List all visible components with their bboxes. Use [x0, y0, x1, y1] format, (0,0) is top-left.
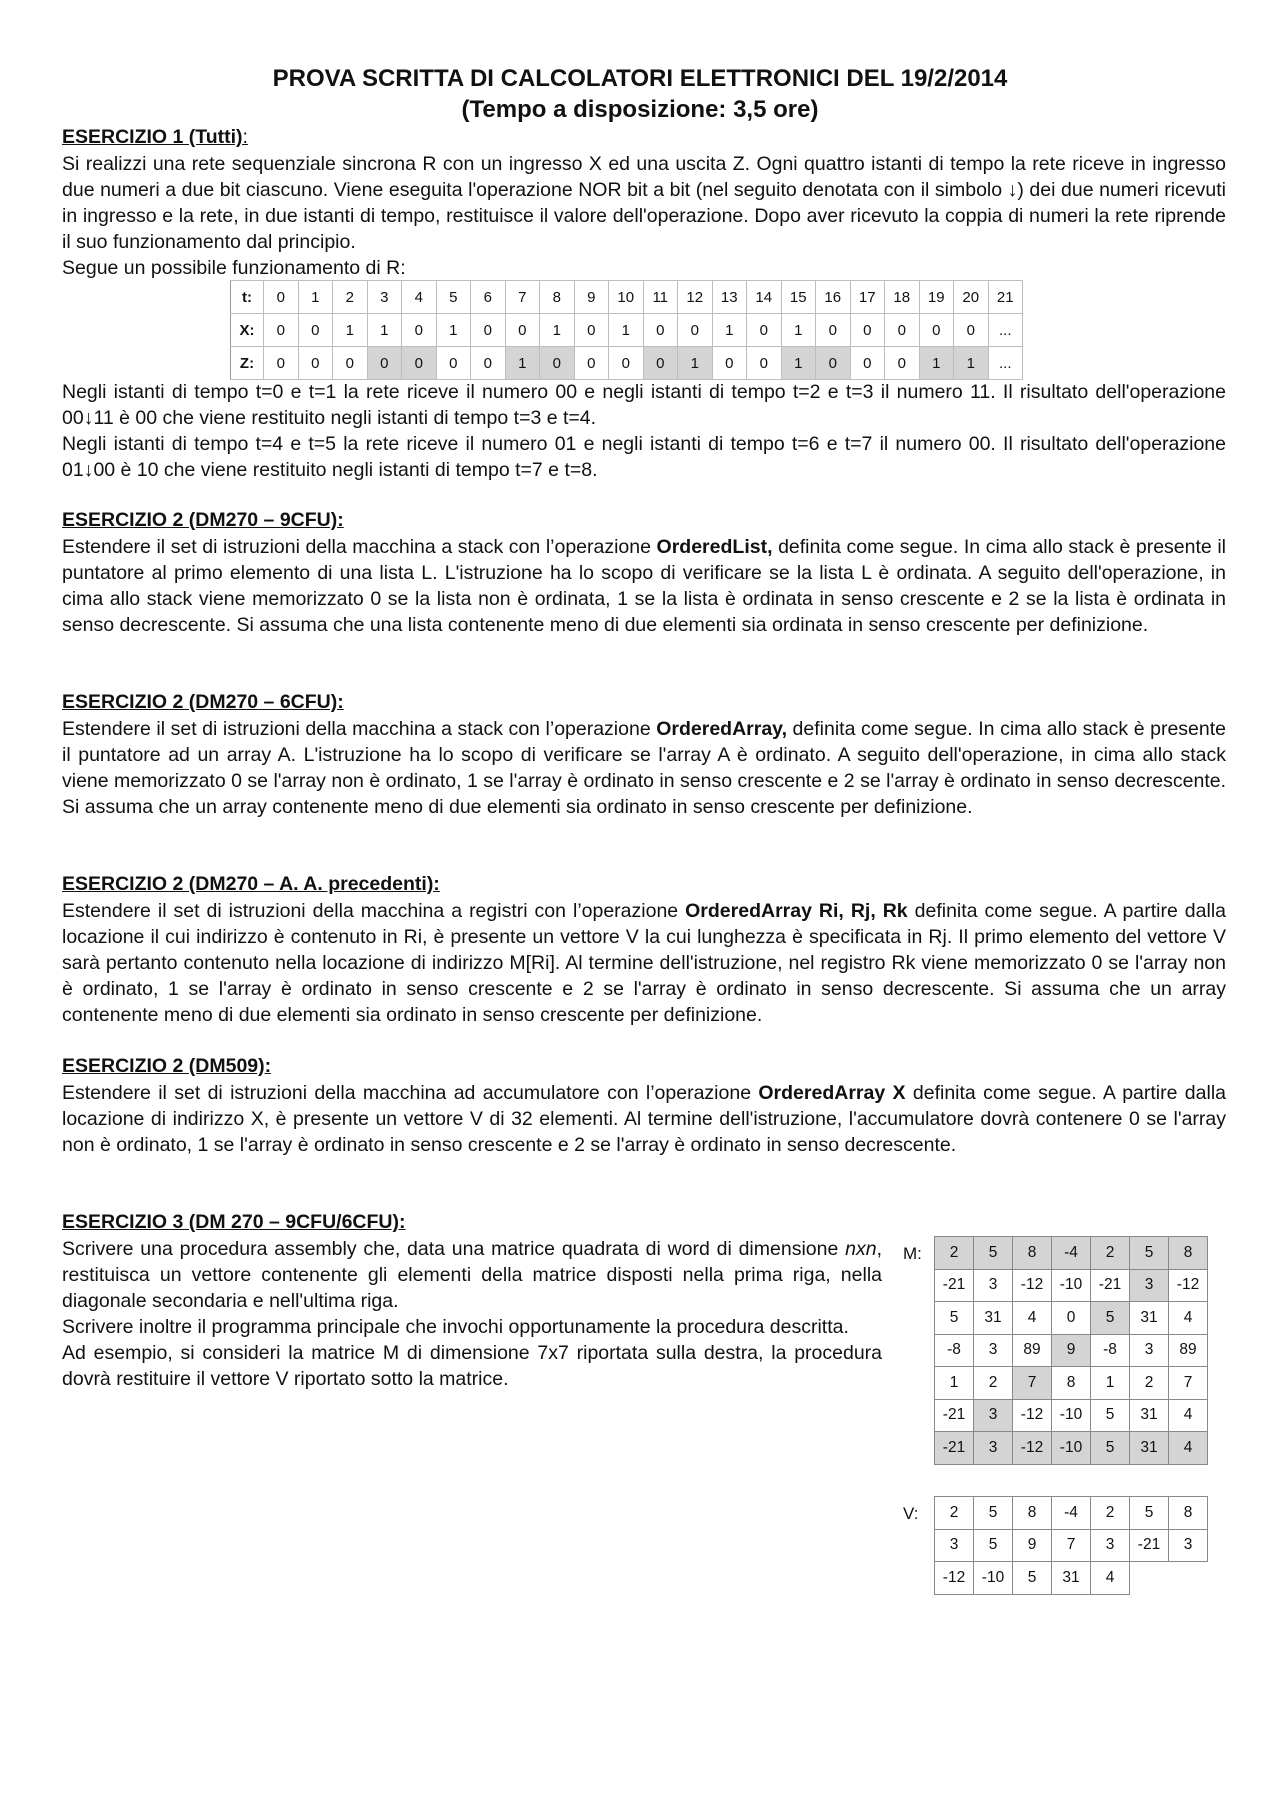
- vector-cell: -4: [1052, 1497, 1091, 1530]
- matrix-cell: 8: [1052, 1367, 1091, 1400]
- timing-cell-t: 17: [850, 281, 885, 314]
- timing-cell-z: 1: [919, 347, 954, 380]
- matrix-cell: 4: [1169, 1399, 1208, 1432]
- matrix-cell: -10: [1052, 1399, 1091, 1432]
- matrix-cell: 2: [935, 1237, 974, 1270]
- timing-cell-z: 1: [954, 347, 989, 380]
- vector-cell: -21: [1130, 1529, 1169, 1562]
- matrix-cell: 5: [1091, 1432, 1130, 1465]
- matrix-cell: 0: [1052, 1302, 1091, 1335]
- timing-cell-x: 1: [609, 314, 644, 347]
- ex2d-heading: ESERCIZIO 2 (DM509):: [62, 1055, 272, 1077]
- timing-cell-z: 0: [264, 347, 299, 380]
- timing-cell-x: 1: [367, 314, 402, 347]
- matrix-cell: 3: [1130, 1269, 1169, 1302]
- ex2c-keyword: OrderedArray Ri, Rj, Rk: [685, 900, 908, 922]
- ex2c-body: Estendere il set di istruzioni della macchina a registri con l’operazione OrderedArray Ri, Rj, Rk definita come segue. A partire dalla locazione il cui indirizzo è contenuto in Ri, è presente un vettore V la cui lunghezza è specificata in Rj. Il primo elemento del vettore V sarà pertanto contenuto nella locazione di indirizzo M[Ri]. Al termine dell'istruzione, nel registro Rk viene memorizzato 0 se l'array non è ordinato, 1 se l'array è ordinato in senso crescente e 2 se l'array è ordinato in senso decrescente. Si assuma che un array contenente meno di due elementi sia ordinato in senso crescente per definizione.: [62, 900, 1226, 1026]
- page-title: PROVA SCRITTA DI CALCOLATORI ELETTRONICI DEL 19/2/2014: [272, 65, 1008, 92]
- ex2a-body: Estendere il set di istruzioni della macchina a stack con l’operazione OrderedList, definita come segue. In cima allo stack è presente il puntatore al primo elemento di una lista L. L'istruzione ha lo scopo di verificare se la lista L è ordinata. A seguito dell'operazione, in cima allo stack viene memorizzato 0 se la lista non è ordinata, 1 se la lista è ordinata in senso crescente e 2 se la lista è ordinata in senso decrescente. Si assuma che una lista contenente meno di due elementi sia ordinata in senso crescente per definizione.: [62, 536, 1226, 636]
- matrix-cell: 3: [974, 1432, 1013, 1465]
- timing-cell-x: 1: [540, 314, 575, 347]
- matrix-cell: 5: [1091, 1399, 1130, 1432]
- matrix-m: [934, 1236, 1208, 1465]
- vector-cell: 8: [1013, 1497, 1052, 1530]
- ex3-paragraph-1: Scrivere una procedura assembly che, data una matrice quadrata di word di dimensione nxn, restituisca un vettore contenente gli elementi della matrice disposti nella prima riga, nella diagonale secondaria e nell'ultima riga.: [62, 1238, 882, 1312]
- vector-cell: -10: [974, 1562, 1013, 1595]
- matrix-cell: 2: [974, 1367, 1013, 1400]
- timing-cell-t: 11: [643, 281, 678, 314]
- timing-cell-t: 18: [885, 281, 920, 314]
- timing-cell-x: 1: [712, 314, 747, 347]
- ex2b-heading: ESERCIZIO 2 (DM270 – 6CFU):: [62, 691, 344, 713]
- matrix-cell: -21: [935, 1269, 974, 1302]
- matrix-cell: 1: [1091, 1367, 1130, 1400]
- timing-cell-z: 0: [574, 347, 609, 380]
- matrix-cell: 7: [1169, 1367, 1208, 1400]
- matrix-row: [935, 1269, 1208, 1302]
- matrix-cell: 5: [974, 1237, 1013, 1270]
- timing-cell-t: 3: [367, 281, 402, 314]
- matrix-cell: 5: [1091, 1302, 1130, 1335]
- timing-cell-t: 9: [574, 281, 609, 314]
- timing-cell-z: 1: [781, 347, 816, 380]
- timing-cell-z: 0: [816, 347, 851, 380]
- timing-cell-z: 0: [540, 347, 575, 380]
- matrix-cell: 31: [1130, 1302, 1169, 1335]
- ex1-body: [62, 151, 1226, 281]
- vector-v: [934, 1496, 1208, 1595]
- timing-label-z: Z:: [231, 347, 264, 380]
- matrix-cell: 1: [935, 1367, 974, 1400]
- matrix-cell: -12: [1013, 1399, 1052, 1432]
- ex3-body: [62, 1236, 882, 1392]
- matrix-cell: -10: [1052, 1432, 1091, 1465]
- matrix-cell: -8: [935, 1334, 974, 1367]
- matrix-cell: -10: [1052, 1269, 1091, 1302]
- matrix-cell: 3: [974, 1399, 1013, 1432]
- timing-row-t: [231, 281, 1023, 314]
- timing-cell-x: 0: [298, 314, 333, 347]
- matrix-cell: -21: [935, 1432, 974, 1465]
- vector-row: [935, 1529, 1208, 1562]
- timing-cell-x: 0: [264, 314, 299, 347]
- timing-cell-z: ...: [988, 347, 1023, 380]
- timing-cell-t: 5: [436, 281, 471, 314]
- matrix-cell: 4: [1169, 1432, 1208, 1465]
- matrix-cell: 3: [974, 1269, 1013, 1302]
- timing-cell-z: 0: [402, 347, 437, 380]
- ex2b-keyword: OrderedArray,: [656, 718, 787, 740]
- ex2a-heading: ESERCIZIO 2 (DM270 – 9CFU):: [62, 509, 344, 531]
- timing-cell-x: 0: [919, 314, 954, 347]
- timing-cell-t: 20: [954, 281, 989, 314]
- page-subtitle: (Tempo a disposizione: 3,5 ore): [461, 96, 819, 123]
- vector-cell: 3: [1169, 1529, 1208, 1562]
- vector-cell: 5: [1130, 1497, 1169, 1530]
- matrix-cell: 31: [1130, 1399, 1169, 1432]
- matrix-cell: 4: [1169, 1302, 1208, 1335]
- timing-label-x: X:: [231, 314, 264, 347]
- matrix-cell: -21: [1091, 1269, 1130, 1302]
- timing-cell-x: ...: [988, 314, 1023, 347]
- vector-cell: 5: [974, 1529, 1013, 1562]
- vector-cell: 31: [1052, 1562, 1091, 1595]
- timing-row-z: [231, 347, 1023, 380]
- timing-cell-x: 0: [643, 314, 678, 347]
- matrix-cell: 4: [1013, 1302, 1052, 1335]
- vector-label: V:: [903, 1504, 919, 1523]
- timing-cell-x: 0: [471, 314, 506, 347]
- ex2d-body: Estendere il set di istruzioni della macchina ad accumulatore con l’operazione OrderedArray X definita come segue. A partire dalla locazione di indirizzo X, è presente un vettore V di 32 elementi. Al termine dell'istruzione, l'accumulatore dovrà contenere 0 se l'array non è ordinato, 1 se l'array è ordinato in senso crescente e 2 se l'array è ordinato in senso decrescente.: [62, 1082, 1226, 1156]
- timing-cell-z: 0: [298, 347, 333, 380]
- vector-cell: 8: [1169, 1497, 1208, 1530]
- timing-cell-z: 1: [678, 347, 713, 380]
- timing-label-t: t:: [231, 281, 264, 314]
- ex2d-keyword: OrderedArray X: [758, 1082, 906, 1104]
- timing-cell-x: 1: [333, 314, 368, 347]
- ex2a-keyword: OrderedList,: [656, 536, 773, 558]
- ex2b-body: Estendere il set di istruzioni della macchina a stack con l’operazione OrderedArray, definita come segue. In cima allo stack è presente il puntatore ad un array A. L'istruzione ha lo scopo di verificare se l'array A è ordinato. A seguito dell'operazione, in cima allo stack viene memorizzato 0 se l'array non è ordinato, 1 se l'array è ordinato in senso crescente e 2 se l'array è ordinato in senso decrescente. Si assuma che un array contenente meno di due elementi sia ordinato in senso crescente per definizione.: [62, 718, 1226, 818]
- timing-cell-t: 7: [505, 281, 540, 314]
- ex3-paragraph-2: Scrivere inoltre il programma principale che invochi opportunamente la procedura descritta.: [62, 1316, 849, 1338]
- vector-cell: 2: [935, 1497, 974, 1530]
- timing-cell-x: 0: [885, 314, 920, 347]
- timing-cell-z: 0: [850, 347, 885, 380]
- timing-cell-z: 1: [505, 347, 540, 380]
- matrix-row: [935, 1399, 1208, 1432]
- timing-cell-x: 0: [954, 314, 989, 347]
- timing-cell-x: 0: [850, 314, 885, 347]
- timing-cell-z: 0: [436, 347, 471, 380]
- timing-cell-z: 0: [609, 347, 644, 380]
- matrix-cell: 31: [974, 1302, 1013, 1335]
- vector-cell: 5: [1013, 1562, 1052, 1595]
- timing-cell-z: 0: [712, 347, 747, 380]
- matrix-cell: 3: [974, 1334, 1013, 1367]
- vector-cell: 5: [974, 1497, 1013, 1530]
- ex3-heading: ESERCIZIO 3 (DM 270 – 9CFU/6CFU):: [62, 1211, 406, 1233]
- vector-cell: 2: [1091, 1497, 1130, 1530]
- matrix-row: [935, 1334, 1208, 1367]
- timing-cell-z: 0: [367, 347, 402, 380]
- vector-row: [935, 1562, 1208, 1595]
- timing-cell-z: 0: [471, 347, 506, 380]
- matrix-cell: -12: [1013, 1432, 1052, 1465]
- timing-cell-t: 21: [988, 281, 1023, 314]
- matrix-cell: 89: [1169, 1334, 1208, 1367]
- matrix-cell: -21: [935, 1399, 974, 1432]
- ex3-paragraph-3: Ad esempio, si consideri la matrice M di dimensione 7x7 riportata sulla destra, la procedura dovrà restituire il vettore V riportato sotto la matrice.: [62, 1342, 882, 1390]
- vector-cell: 9: [1013, 1529, 1052, 1562]
- vector-cell: 7: [1052, 1529, 1091, 1562]
- matrix-cell: -4: [1052, 1237, 1091, 1270]
- timing-cell-t: 14: [747, 281, 782, 314]
- ex1-table-intro: Segue un possibile funzionamento di R:: [62, 257, 406, 279]
- matrix-cell: 31: [1130, 1432, 1169, 1465]
- matrix-cell: 8: [1169, 1237, 1208, 1270]
- timing-cell-x: 0: [402, 314, 437, 347]
- matrix-cell: 5: [1130, 1237, 1169, 1270]
- timing-cell-t: 0: [264, 281, 299, 314]
- matrix-row: [935, 1302, 1208, 1335]
- matrix-cell: 3: [1130, 1334, 1169, 1367]
- matrix-cell: 2: [1130, 1367, 1169, 1400]
- timing-cell-t: 16: [816, 281, 851, 314]
- ex1-heading: ESERCIZIO 1 (Tutti):: [62, 126, 248, 148]
- timing-table: [230, 280, 1023, 380]
- vector-cell: -12: [935, 1562, 974, 1595]
- ex1-paragraph-3: Negli istanti di tempo t=4 e t=5 la rete riceve il numero 01 e negli istanti di tempo t=6 e t=7 il numero 00. Il risultato dell'operazione 01↓00 è 10 che viene restituito negli istanti di tempo t=7 e t=8.: [62, 433, 1226, 481]
- matrix-row: [935, 1237, 1208, 1270]
- vector-cell: 3: [935, 1529, 974, 1562]
- timing-cell-z: 0: [333, 347, 368, 380]
- matrix-cell: 5: [935, 1302, 974, 1335]
- matrix-cell: 2: [1091, 1237, 1130, 1270]
- timing-cell-x: 0: [678, 314, 713, 347]
- timing-cell-t: 15: [781, 281, 816, 314]
- timing-cell-t: 12: [678, 281, 713, 314]
- matrix-row: [935, 1367, 1208, 1400]
- timing-cell-t: 1: [298, 281, 333, 314]
- vector-empty-cell: [1169, 1562, 1208, 1595]
- matrix-cell: 89: [1013, 1334, 1052, 1367]
- matrix-cell: 7: [1013, 1367, 1052, 1400]
- timing-cell-t: 19: [919, 281, 954, 314]
- matrix-label: M:: [903, 1244, 922, 1263]
- timing-cell-x: 0: [574, 314, 609, 347]
- matrix-cell: -12: [1169, 1269, 1208, 1302]
- matrix-cell: -12: [1013, 1269, 1052, 1302]
- vector-row: [935, 1497, 1208, 1530]
- timing-cell-t: 13: [712, 281, 747, 314]
- matrix-cell: -8: [1091, 1334, 1130, 1367]
- timing-cell-x: 0: [505, 314, 540, 347]
- timing-cell-t: 2: [333, 281, 368, 314]
- timing-cell-t: 8: [540, 281, 575, 314]
- timing-cell-z: 0: [643, 347, 678, 380]
- matrix-row: [935, 1432, 1208, 1465]
- timing-cell-z: 0: [747, 347, 782, 380]
- timing-cell-x: 1: [436, 314, 471, 347]
- vector-empty-cell: [1130, 1562, 1169, 1595]
- ex1-paragraph-2: Negli istanti di tempo t=0 e t=1 la rete riceve il numero 00 e negli istanti di tempo t=2 e t=3 il numero 11. Il risultato dell'operazione 00↓11 è 00 che viene restituito negli istanti di tempo t=3 e t=4.: [62, 381, 1226, 429]
- timing-cell-z: 0: [885, 347, 920, 380]
- timing-cell-t: 6: [471, 281, 506, 314]
- ex1-paragraph: Si realizzi una rete sequenziale sincrona R con un ingresso X ed una uscita Z. Ogni quattro istanti di tempo la rete riceve in ingresso due numeri a due bit ciascuno. Viene eseguita l'operazione NOR bit a bit (nel seguito denotata con il simbolo ↓) dei due numeri ricevuti in ingresso e la rete, in due istanti di tempo, restituisce il valore dell'operazione. Dopo aver ricevuto la coppia di numeri la rete riprende il suo funzionamento dal principio.: [62, 153, 1226, 253]
- timing-cell-x: 0: [816, 314, 851, 347]
- timing-cell-x: 0: [747, 314, 782, 347]
- vector-cell: 4: [1091, 1562, 1130, 1595]
- ex1-explanation: [62, 379, 1226, 483]
- timing-cell-x: 1: [781, 314, 816, 347]
- timing-cell-t: 4: [402, 281, 437, 314]
- vector-cell: 3: [1091, 1529, 1130, 1562]
- timing-cell-t: 10: [609, 281, 644, 314]
- matrix-cell: 9: [1052, 1334, 1091, 1367]
- ex2c-heading: ESERCIZIO 2 (DM270 – A. A. precedenti):: [62, 873, 440, 895]
- matrix-cell: 8: [1013, 1237, 1052, 1270]
- timing-row-x: [231, 314, 1023, 347]
